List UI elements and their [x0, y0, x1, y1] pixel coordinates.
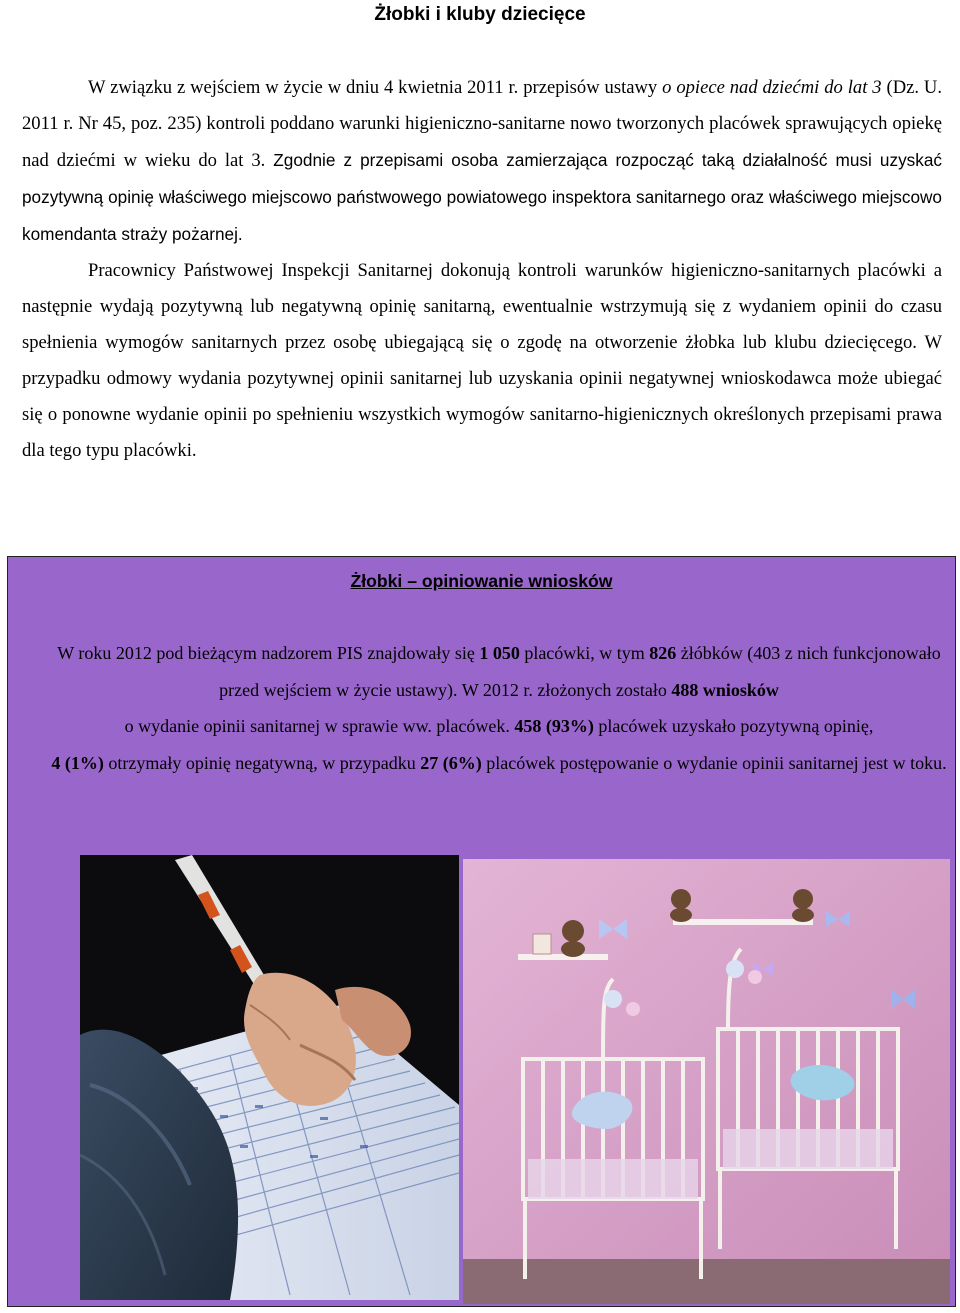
stat-negative: 4 (1%): [51, 752, 104, 773]
stat-applications: 488 wniosków: [671, 679, 779, 700]
intro-p1-c: Zgodnie z przepisami osoba zamierzająca rozpocząć taką działalność musi uzyskać pozytywną opinię właściwego miejscowo państwowego powiatowego inspektora sanitarnego oraz właściwego miejscowo komendanta straży pożarnej.: [22, 150, 943, 244]
stat-text-5: placówek uzyskało pozytywną opinię,: [593, 716, 874, 736]
stat-text-3: żłóbków (403 z nich funkcjonowało przed wejściem w życie ustawy). W 2012 r. złożonych zostało: [219, 643, 941, 700]
nursery-illustration: [463, 859, 950, 1304]
intro-paragraph-1: [22, 70, 942, 253]
law-title: o opiece nad dziećmi do lat 3: [662, 77, 882, 98]
panel-statistics-text: [44, 635, 954, 781]
intro-p1-a: W związku z wejściem w życie w dniu 4 kwietnia 2011 r. przepisów ustawy: [88, 77, 663, 98]
stat-positive: 458 (93%): [514, 716, 594, 736]
stat-text-7: placówek postępowanie o wydanie opinii sanitarnej jest w toku.: [481, 752, 947, 773]
stat-pending: 27 (6%): [420, 752, 482, 773]
intro-text: [22, 70, 942, 469]
inspector-writing-illustration: [80, 855, 459, 1300]
panel-title: Żłobki – opiniowanie wniosków: [350, 571, 613, 591]
intro-paragraph-2: Pracownicy Państwowej Inspekcji Sanitarnej dokonują kontroli warunków higieniczno-sanitarnych placówki a następnie wydają pozytywną lub negatywną opinię sanitarną, ewentualnie wstrzymują się z wydaniem opinii do czasu spełnienia wymogów sanitarnych przez osobę ubiegającą się o zgodę na otworzenie żłobka lub klubu dziecięcego. W przypadku odmowy wydania pozytywnej opinii sanitarnej lub uzyskania opinii negatywnej wnioskodawca może ubiegać się o ponowne wydanie opinii po spełnieniu wszystkich wymogów sanitarno-higienicznych określonych przepisami prawa dla tego typu placówki.: [22, 260, 942, 461]
stat-text-4: o wydanie opinii sanitarnej w sprawie ww. placówek.: [124, 716, 515, 736]
stat-text-6: otrzymały opinię negatywną, w przypadku: [103, 752, 421, 773]
stat-text-2: placówki, w tym: [519, 643, 650, 663]
intro-p1-b: (Dz. U. 2011 r. Nr 45, poz. 235) kontroli poddano warunki higieniczno-sanitarne nowo tworzonych placówek sprawujących opiekę nad dziećmi w wieku do lat 3.: [22, 77, 942, 171]
photo-nursery-room: [463, 859, 950, 1304]
stat-nurseries: 826: [649, 643, 677, 663]
stat-text-1: W roku 2012 pod bieżącym nadzorem PIS znajdowały się: [57, 643, 480, 663]
stat-facilities-total: 1 050: [479, 643, 520, 663]
page-title: Żłobki i kluby dziecięce: [374, 4, 586, 25]
photo-inspector-writing: [80, 855, 459, 1300]
